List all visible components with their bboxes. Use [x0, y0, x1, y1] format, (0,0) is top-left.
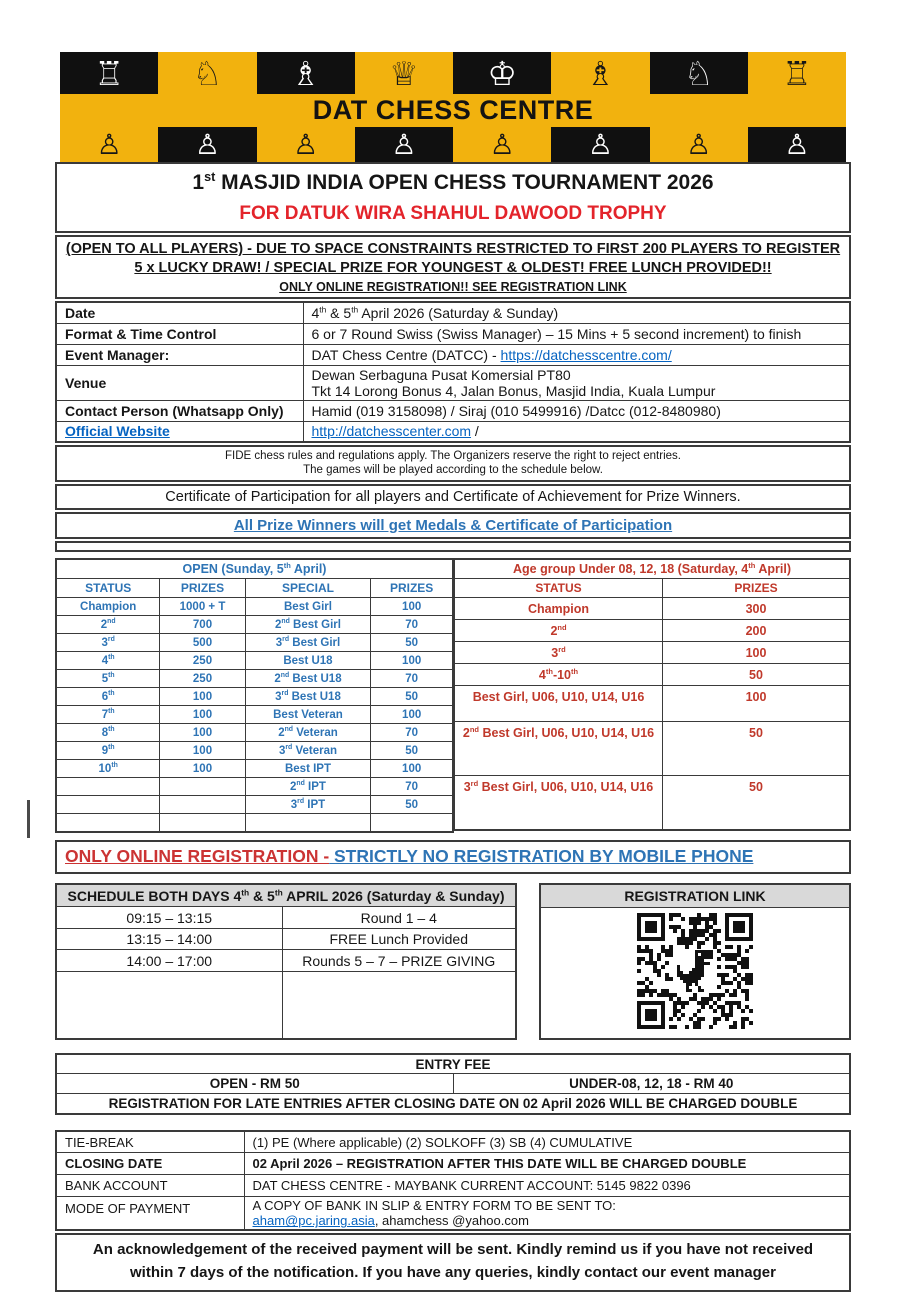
notice-line-3: ONLY ONLINE REGISTRATION!! SEE REGISTRATION LINK [279, 279, 627, 294]
status-cell: 9th [56, 742, 160, 760]
table-row [455, 686, 851, 722]
payment-details-table [55, 1130, 851, 1232]
column-header: SPECIAL [245, 579, 371, 598]
rules-line-1: FIDE chess rules and regulations apply. The Organizers reserve the right to reject entries. [225, 450, 681, 463]
prize-cell: 100 [371, 598, 453, 616]
prize-cell: 100 [371, 652, 453, 670]
table-row [56, 814, 453, 832]
status-cell: Champion [455, 598, 663, 620]
time-cell: 09:15 – 13:15 [56, 907, 282, 928]
table-row [56, 706, 453, 724]
status-cell: 4th-10th [455, 664, 663, 686]
rules-line-2: The games will be played according to the schedule below. [303, 464, 603, 477]
special-cell: 3rd Best Girl [245, 634, 371, 652]
chess-square [453, 52, 551, 94]
table-row [56, 760, 453, 778]
prize-cell: 100 [371, 760, 453, 778]
table-row [56, 302, 850, 323]
website-suffix: / [471, 423, 479, 440]
banner-top-row [60, 52, 846, 94]
table-row [56, 400, 850, 421]
detail-value-payment-mode [244, 1197, 850, 1231]
chess-square [257, 52, 355, 94]
status-cell: 2nd [56, 616, 160, 634]
info-value-format: 6 or 7 Round Swiss (Swiss Manager) – 15 Mins + 5 second increment) to finish [303, 323, 850, 344]
info-label-website[interactable]: Official Website [56, 421, 303, 442]
info-label-date: Date [56, 302, 303, 323]
rook-icon: ♖ [94, 53, 124, 93]
status-cell: 2nd Best Girl, U06, U10, U14, U16 [455, 722, 663, 776]
schedule-section [55, 883, 851, 1040]
prize-cell: 50 [663, 722, 851, 776]
table-row [56, 1054, 850, 1074]
table-row [455, 579, 851, 598]
table-row [56, 344, 850, 365]
no-mobile-text: STRICTLY NO REGISTRATION BY MOBILE PHONE [329, 845, 754, 866]
detail-label-tiebreak: TIE-BREAK [56, 1131, 244, 1153]
table-row [56, 884, 516, 907]
prize-cell: 100 [663, 686, 851, 722]
rook-icon: ♖ [782, 53, 812, 93]
prize-cell: 1000 + T [160, 598, 245, 616]
chess-square [650, 52, 748, 94]
table-row [56, 724, 453, 742]
chess-square [158, 52, 256, 94]
table-row [455, 598, 851, 620]
info-value-website [303, 421, 850, 442]
event-manager-link[interactable]: https://datchesscentre.com/ [500, 346, 672, 363]
empty-box [55, 541, 851, 552]
prize-cell: 50 [371, 634, 453, 652]
status-cell [56, 778, 160, 796]
activity-cell: FREE Lunch Provided [282, 928, 516, 949]
online-registration-notice [55, 840, 851, 874]
table-row [455, 664, 851, 686]
title-box [55, 162, 851, 233]
prize-cell: 700 [160, 616, 245, 634]
column-header: PRIZES [663, 579, 851, 598]
empty-cell [56, 971, 282, 1039]
bishop-icon: ♗ [585, 53, 616, 93]
special-cell: 3rd IPT [245, 796, 371, 814]
pawn-icon: ♙ [293, 128, 319, 161]
prize-cell: 70 [371, 724, 453, 742]
event-title: 1st MASJID INDIA OPEN CHESS TOURNAMENT 2026 [192, 170, 714, 194]
venue-line-1: Dewan Serbaguna Pusat Komersial PT80 [311, 366, 571, 383]
status-cell [56, 814, 160, 832]
info-label-venue: Venue [56, 365, 303, 400]
prize-cell: 100 [160, 760, 245, 778]
prize-cell: 100 [160, 724, 245, 742]
prize-cell: 100 [160, 706, 245, 724]
detail-value-closing-date: 02 April 2026 – REGISTRATION AFTER THIS DATE WILL BE CHARGED DOUBLE [244, 1153, 850, 1175]
rules-box [55, 445, 851, 482]
pawn-icon: ♙ [194, 128, 220, 161]
qr-area [541, 908, 849, 1038]
status-cell: 7th [56, 706, 160, 724]
queen-icon: ♕ [389, 53, 419, 93]
column-header: PRIZES [371, 579, 453, 598]
payment-emails [253, 1213, 844, 1228]
prize-cell: 50 [371, 688, 453, 706]
chess-square [355, 127, 453, 163]
prize-cell [371, 814, 453, 832]
column-header: PRIZES [160, 579, 245, 598]
status-cell: 4th [56, 652, 160, 670]
chess-square [748, 127, 846, 163]
prize-cell [160, 796, 245, 814]
table-row [56, 1131, 850, 1153]
notice-line-1: (OPEN TO ALL PLAYERS) - DUE TO SPACE CONSTRAINTS RESTRICTED TO FIRST 200 PLAYERS TO REGISTER [65, 241, 841, 257]
banner-bottom-row [60, 127, 846, 163]
special-cell: Best U18 [245, 652, 371, 670]
chess-square [551, 127, 649, 163]
age-group-prizes-table [454, 558, 851, 831]
banner-title: DAT CHESS CENTRE [60, 94, 846, 127]
info-value-date: 4th & 5th April 2026 (Saturday & Sunday) [303, 302, 850, 323]
knight-icon: ♘ [683, 53, 714, 93]
qr-code [637, 913, 753, 1034]
chess-square [158, 127, 256, 163]
schedule-table [55, 883, 517, 1040]
prize-cell: 100 [160, 688, 245, 706]
table-row [56, 928, 516, 949]
prize-cell [160, 778, 245, 796]
special-cell: 2nd Best U18 [245, 670, 371, 688]
flyer-body [55, 162, 851, 1292]
status-cell: 3rd Best Girl, U06, U10, U14, U16 [455, 776, 663, 830]
pawn-icon: ♙ [96, 128, 122, 161]
status-cell: 5th [56, 670, 160, 688]
info-label-contact: Contact Person (Whatsapp Only) [56, 400, 303, 421]
detail-label-payment-mode: MODE OF PAYMENT [56, 1197, 244, 1231]
status-cell: Champion [56, 598, 160, 616]
chess-square [453, 127, 551, 163]
table-row [56, 907, 516, 928]
info-value-contact: Hamid (019 3158098) / Siraj (010 5499916) /Datcc (012-8480980) [303, 400, 850, 421]
special-cell: 2nd Best Girl [245, 616, 371, 634]
detail-value-bank-account: DAT CHESS CENTRE - MAYBANK CURRENT ACCOUNT: 5145 9822 0396 [244, 1175, 850, 1197]
status-cell [56, 796, 160, 814]
chess-square [257, 127, 355, 163]
table-row [455, 620, 851, 642]
pawn-icon: ♙ [489, 128, 515, 161]
time-cell: 13:15 – 14:00 [56, 928, 282, 949]
open-prizes-title: OPEN (Sunday, 5th April) [56, 559, 453, 579]
table-row [56, 688, 453, 706]
prize-cell: 200 [663, 620, 851, 642]
table-row [455, 776, 851, 830]
status-cell: 10th [56, 760, 160, 778]
acknowledgement-note: An acknowledgement of the received payment will be sent. Kindly remind us if you have not received within 7 days of the notification. If you have any queries, kindly contact our event manager [55, 1233, 851, 1292]
prize-cell: 50 [371, 742, 453, 760]
info-label-format: Format & Time Control [56, 323, 303, 344]
pawn-icon: ♙ [587, 128, 613, 161]
status-cell: 2nd [455, 620, 663, 642]
special-cell [245, 814, 371, 832]
table-row [56, 1175, 850, 1197]
prize-cell: 70 [371, 778, 453, 796]
table-row [56, 1153, 850, 1175]
prize-cell: 70 [371, 670, 453, 688]
table-row [56, 598, 453, 616]
detail-value-tiebreak: (1) PE (Where applicable) (2) SOLKOFF (3) SB (4) CUMULATIVE [244, 1131, 850, 1153]
prize-cell: 250 [160, 670, 245, 688]
bishop-icon: ♗ [290, 53, 321, 93]
status-cell: 3rd [56, 634, 160, 652]
payment-instruction: A COPY OF BANK IN SLIP & ENTRY FORM TO BE SENT TO: [252, 1198, 616, 1214]
notice-line-2: 5 x LUCKY DRAW! / SPECIAL PRIZE FOR YOUNGEST & OLDEST! FREE LUNCH PROVIDED!! [134, 260, 772, 277]
prize-cell: 50 [663, 776, 851, 830]
special-cell: 2nd IPT [245, 778, 371, 796]
special-cell: 3rd Best U18 [245, 688, 371, 706]
table-row [56, 971, 516, 1039]
king-icon: ♔ [487, 53, 517, 93]
time-cell: 14:00 – 17:00 [56, 950, 282, 971]
scan-artifact-line [27, 800, 30, 838]
late-fee-cell: REGISTRATION FOR LATE ENTRIES AFTER CLOSING DATE ON 02 April 2026 WILL BE CHARGED DOUBLE [56, 1094, 850, 1114]
table-row [56, 778, 453, 796]
age-prizes-title: Age group Under 08, 12, 18 (Saturday, 4th April) [455, 559, 851, 579]
under-fee-cell: UNDER-08, 12, 18 - RM 40 [453, 1074, 850, 1094]
official-website-link[interactable]: http://datchesscenter.com [311, 423, 472, 440]
certificate-box: Certificate of Participation for all players and Certificate of Achievement for Prize Winners. [55, 484, 851, 510]
online-only-text: ONLY ONLINE REGISTRATION - [65, 845, 330, 866]
prize-cell: 50 [663, 664, 851, 686]
activity-cell: Rounds 5 – 7 – PRIZE GIVING [282, 950, 516, 971]
empty-cell [282, 971, 516, 1039]
status-cell: 8th [56, 724, 160, 742]
prize-cell: 100 [371, 706, 453, 724]
prize-cell [160, 814, 245, 832]
table-row [56, 950, 516, 971]
chess-square [355, 52, 453, 94]
table-row [56, 365, 850, 400]
chess-square [650, 127, 748, 163]
event-manager-text: DAT Chess Centre (DATCC) - [311, 346, 501, 363]
knight-icon: ♘ [192, 53, 223, 93]
prize-cell: 100 [160, 742, 245, 760]
table-row [56, 421, 850, 442]
entry-fee-table [55, 1053, 851, 1115]
table-row [455, 722, 851, 776]
table-row [56, 652, 453, 670]
prize-cell: 70 [371, 616, 453, 634]
table-row [56, 559, 453, 579]
table-row [56, 579, 453, 598]
info-value-event-manager [303, 344, 850, 365]
table-row [455, 642, 851, 664]
prize-cell: 300 [663, 598, 851, 620]
pawn-icon: ♙ [686, 128, 712, 161]
prize-cell: 500 [160, 634, 245, 652]
medals-box: All Prize Winners will get Medals & Certificate of Participation [55, 512, 851, 539]
chess-square [60, 52, 158, 94]
payment-email-link[interactable]: aham@pc.jaring.asia [252, 1213, 375, 1229]
detail-label-bank-account: BANK ACCOUNT [56, 1175, 244, 1197]
table-row [455, 559, 851, 579]
prize-section [55, 558, 851, 833]
prize-cell: 250 [160, 652, 245, 670]
special-cell: Best Girl [245, 598, 371, 616]
detail-label-closing-date: CLOSING DATE [56, 1153, 244, 1175]
table-row [56, 1197, 850, 1231]
special-cell: 2nd Veteran [245, 724, 371, 742]
open-fee-cell: OPEN - RM 50 [56, 1074, 453, 1094]
venue-line-2: Tkt 14 Lorong Bonus 4, Jalan Bonus, Masjid India, Kuala Lumpur [311, 382, 716, 399]
activity-cell: Round 1 – 4 [282, 907, 516, 928]
registration-link-box [539, 883, 851, 1040]
schedule-title: SCHEDULE BOTH DAYS 4th & 5th APRIL 2026 (Saturday & Sunday) [56, 884, 516, 907]
status-cell: Best Girl, U06, U10, U14, U16 [455, 686, 663, 722]
special-cell: Best Veteran [245, 706, 371, 724]
table-row [56, 742, 453, 760]
table-row [56, 670, 453, 688]
status-cell: 3rd [455, 642, 663, 664]
status-cell: 6th [56, 688, 160, 706]
open-prizes-table [55, 558, 454, 833]
table-row [56, 634, 453, 652]
banner [60, 52, 846, 163]
table-row [56, 323, 850, 344]
special-cell: 3rd Veteran [245, 742, 371, 760]
chess-square [60, 127, 158, 163]
column-header: STATUS [455, 579, 663, 598]
payment-email-extra: , ahamchess @yahoo.com [374, 1213, 529, 1229]
info-label-event-manager: Event Manager: [56, 344, 303, 365]
info-value-venue [303, 365, 850, 400]
table-row [56, 616, 453, 634]
chess-square [748, 52, 846, 94]
special-cell: Best IPT [245, 760, 371, 778]
event-subtitle: FOR DATUK WIRA SHAHUL DAWOOD TROPHY [239, 203, 667, 224]
prize-cell: 100 [663, 642, 851, 664]
entry-fee-title: ENTRY FEE [56, 1054, 850, 1074]
table-row [56, 1094, 850, 1114]
table-row [56, 796, 453, 814]
column-header: STATUS [56, 579, 160, 598]
chess-square [551, 52, 649, 94]
prize-cell: 50 [371, 796, 453, 814]
registration-link-title: REGISTRATION LINK [541, 885, 849, 908]
notice-box [55, 235, 851, 299]
event-info-table [55, 301, 851, 443]
pawn-icon: ♙ [391, 128, 417, 161]
pawn-icon: ♙ [784, 128, 810, 161]
table-row [56, 1074, 850, 1094]
